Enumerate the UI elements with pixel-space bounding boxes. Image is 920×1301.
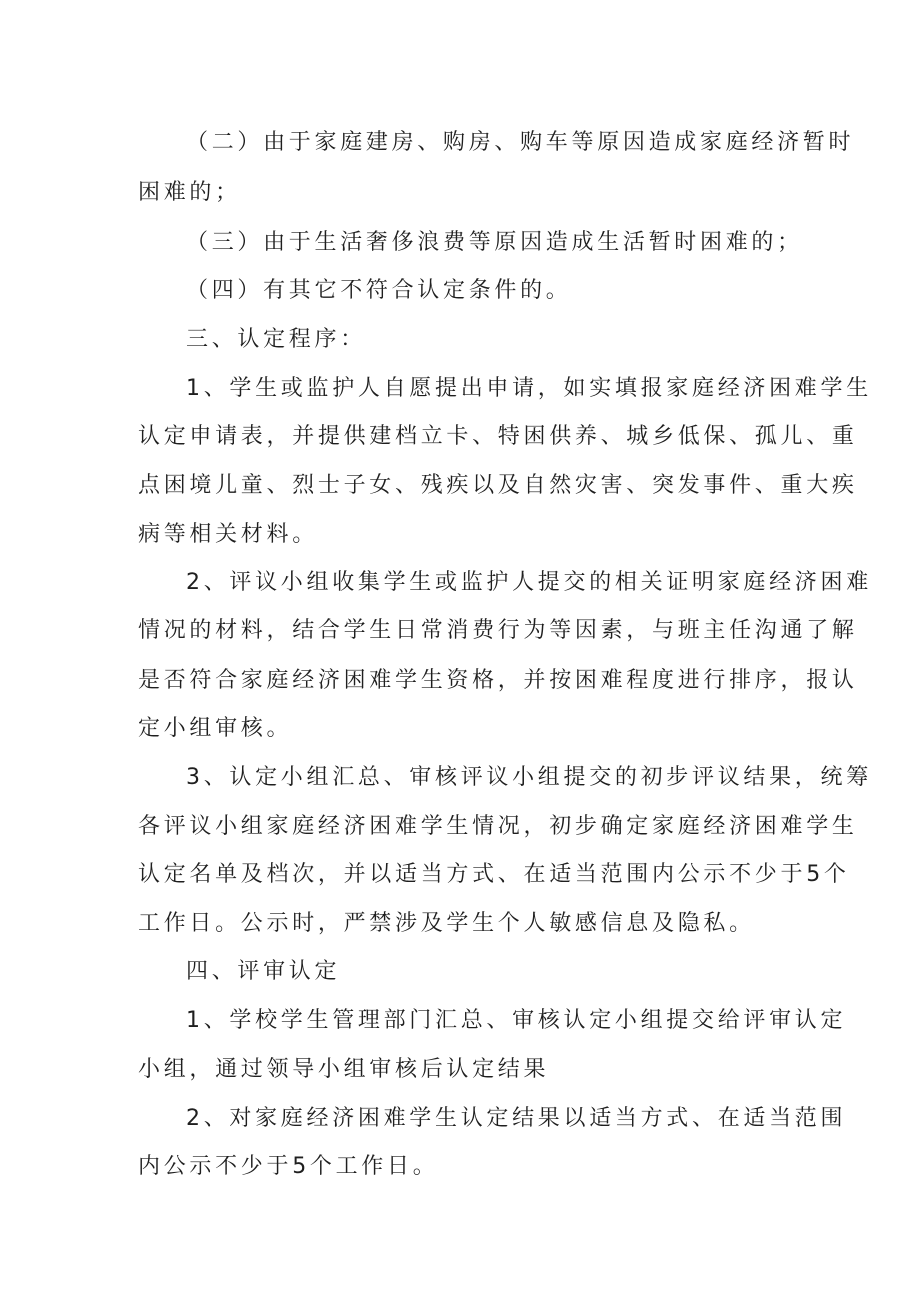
paragraph-line: 2、评议小组收集学生或监护人提交的相关证明家庭经济困难 [186, 570, 872, 595]
paragraph-line: （二）由于家庭建房、购房、购车等原因造成家庭经济暂时 [186, 130, 855, 155]
section-heading: 四、评审认定 [186, 959, 341, 984]
paragraph-line: 1、学生或监护人自愿提出申请，如实填报家庭经济困难学生 [186, 376, 872, 401]
paragraph-line: 各评议小组家庭经济困难学生情况，初步确定家庭经济困难学生 [138, 814, 858, 839]
paragraph-line: 认定申请表，并提供建档立卡、特困供养、城乡低保、孤儿、重 [138, 424, 858, 449]
paragraph-line: 工作日。公示时，严禁涉及学生个人敏感信息及隐私。 [138, 911, 755, 936]
paragraph-line: 2、对家庭经济困难学生认定结果以适当方式、在适当范围 [186, 1106, 847, 1131]
paragraph-line: 点困境儿童、烈士子女、残疾以及自然灾害、突发事件、重大疾 [138, 473, 858, 498]
paragraph-line: 是否符合家庭经济困难学生资格，并按困难程度进行排序，报认 [138, 668, 858, 693]
paragraph-line: 情况的材料，结合学生日常消费行为等因素，与班主任沟通了解 [138, 618, 858, 643]
paragraph-line: 认定名单及档次，并以适当方式、在适当范围内公示不少于5个 [138, 862, 850, 887]
paragraph-line: 小组，通过领导小组审核后认定结果 [138, 1057, 550, 1082]
paragraph-line: 3、认定小组汇总、审核评议小组提交的初步评议结果，统筹 [186, 765, 872, 790]
paragraph-line: 困难的； [138, 180, 241, 205]
paragraph-line: （三）由于生活奢侈浪费等原因造成生活暂时困难的； [186, 230, 803, 255]
section-heading: 三、认定程序： [186, 327, 366, 352]
paragraph-line: 定小组审核。 [138, 716, 293, 741]
paragraph-line: （四）有其它不符合认定条件的。 [186, 278, 572, 303]
paragraph-line: 病等相关材料。 [138, 522, 318, 547]
paragraph-line: 内公示不少于5个工作日。 [138, 1154, 439, 1179]
paragraph-line: 1、学校学生管理部门汇总、审核认定小组提交给评审认定 [186, 1008, 847, 1033]
